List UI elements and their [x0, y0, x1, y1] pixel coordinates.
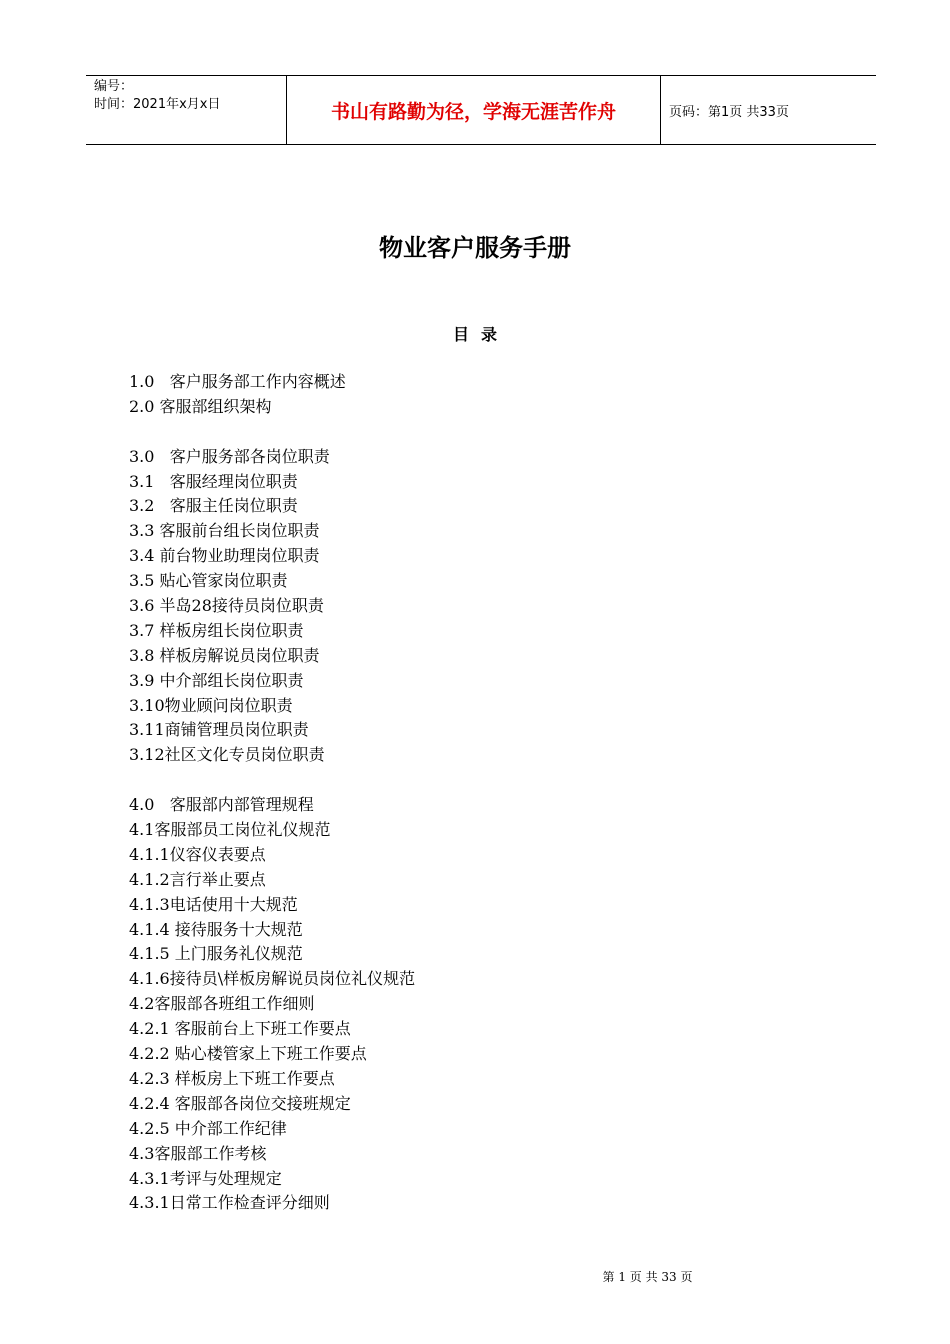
- toc-item[interactable]: 3.8 样板房解说员岗位职责: [129, 645, 320, 665]
- toc-item[interactable]: 4.1.6接待员\样板房解说员岗位礼仪规范: [129, 969, 416, 989]
- toc-item[interactable]: 3.1 客服经理岗位职责: [129, 471, 298, 491]
- toc-item[interactable]: 4.2.5 中介部工作纪律: [129, 1118, 287, 1138]
- toc-spacer: [129, 768, 829, 793]
- toc-item[interactable]: 3.12社区文化专员岗位职责: [129, 745, 325, 765]
- toc-item[interactable]: 4.2客服部各班组工作细则: [129, 994, 315, 1014]
- toc-item[interactable]: 4.2.4 客服部各岗位交接班规定: [129, 1093, 351, 1113]
- number-label: 编号：: [94, 79, 134, 94]
- toc-spacer: [129, 420, 829, 445]
- header-meta: [86, 76, 287, 144]
- toc-item[interactable]: 3.6 半岛28接待员岗位职责: [129, 596, 324, 616]
- toc-item[interactable]: 3.5 贴心管家岗位职责: [129, 571, 288, 591]
- table-of-contents: [129, 370, 829, 1216]
- page-info: 页码：第1页 共33页: [669, 104, 789, 120]
- time-label: 时间：2021年x月x日: [94, 97, 221, 112]
- toc-item[interactable]: 3.11商铺管理员岗位职责: [129, 720, 309, 740]
- toc-item[interactable]: 4.2.1 客服前台上下班工作要点: [129, 1019, 351, 1039]
- document-header: [86, 75, 876, 145]
- toc-item[interactable]: 4.1客服部员工岗位礼仪规范: [129, 820, 331, 840]
- toc-item[interactable]: 3.3 客服前台组长岗位职责: [129, 521, 320, 541]
- toc-heading: 目录: [452, 325, 509, 344]
- toc-item[interactable]: 2.0 客服部组织架构: [129, 396, 272, 416]
- page-footer: 第 1 页 共 33 页: [602, 1270, 693, 1284]
- toc-item[interactable]: 4.2.3 样板房上下班工作要点: [129, 1068, 335, 1088]
- toc-item[interactable]: 3.0 客户服务部各岗位职责: [129, 446, 330, 466]
- motto: 书山有路勤为径，学海无涯苦作舟: [287, 76, 661, 144]
- toc-item[interactable]: 4.1.3电话使用十大规范: [129, 894, 298, 914]
- toc-item[interactable]: 4.1.4 接待服务十大规范: [129, 919, 303, 939]
- toc-item[interactable]: 4.2.2 贴心楼管家上下班工作要点: [129, 1044, 367, 1064]
- toc-item[interactable]: 4.3.1考评与处理规定: [129, 1168, 282, 1188]
- toc-item[interactable]: 4.1.1仪容仪表要点: [129, 844, 266, 864]
- toc-item[interactable]: 3.9 中介部组长岗位职责: [129, 670, 304, 690]
- toc-item[interactable]: 4.1.5 上门服务礼仪规范: [129, 944, 303, 964]
- toc-item[interactable]: 1.0 客户服务部工作内容概述: [129, 372, 346, 391]
- toc-item[interactable]: 3.4 前台物业助理岗位职责: [129, 546, 320, 566]
- toc-item[interactable]: 4.0 客服部内部管理规程: [129, 795, 314, 815]
- toc-item[interactable]: 4.3客服部工作考核: [129, 1143, 267, 1163]
- toc-item[interactable]: 3.10物业顾问岗位职责: [129, 695, 293, 715]
- toc-item[interactable]: 4.1.2言行举止要点: [129, 869, 266, 889]
- toc-item[interactable]: 3.7 样板房组长岗位职责: [129, 620, 304, 640]
- document-title: 物业客户服务手册: [379, 234, 571, 262]
- toc-item[interactable]: 3.2 客服主任岗位职责: [129, 496, 298, 516]
- toc-item[interactable]: 4.3.1日常工作检查评分细则: [129, 1193, 330, 1213]
